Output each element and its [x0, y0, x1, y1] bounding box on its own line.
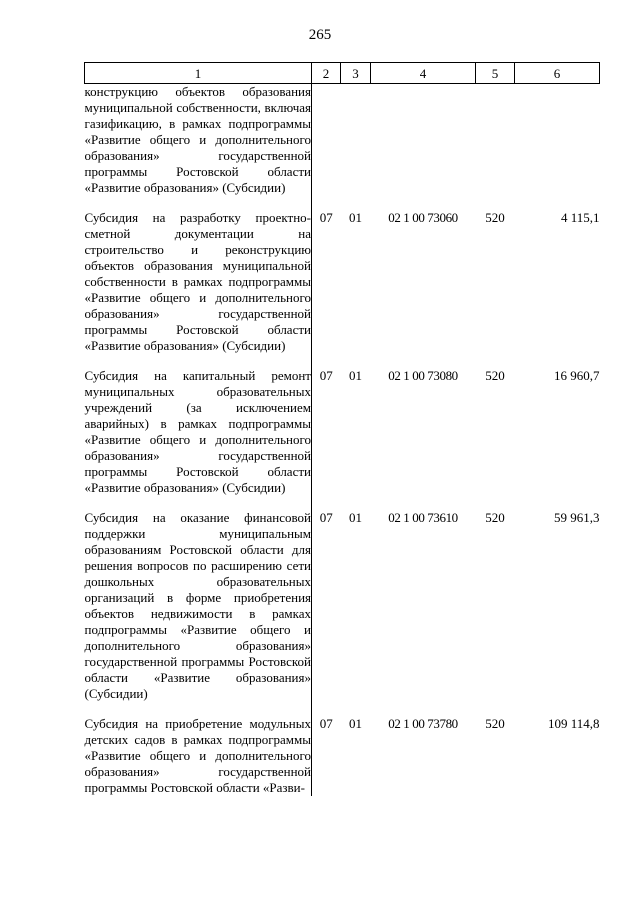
- row-description: Субсидия на оказание финансовой поддержки муниципальным образованиям Ростовской области для решения вопросов по расширению сети дошкольных образовательных организаций в форме приобретения объектов недвижимости в рамках подпрограммы «Развитие общего и дополнительного образования» государственной программы Ростовской области «Развитие образования» (Субсидии): [85, 510, 312, 716]
- row-subsection: 01: [349, 368, 362, 383]
- row-subsection: 01: [349, 210, 362, 225]
- row-amount: [515, 84, 600, 211]
- table-row: [85, 84, 600, 211]
- row-section: 07: [319, 716, 333, 731]
- row-description: Субсидия на капитальный ремонт муниципальных образовательных учреждений (за исключением аварийных) в рамках подпрограммы «Развитие общего и дополнительного образования» государственной программы Ростовской области «Развитие образования» (Субсидии): [85, 368, 312, 510]
- row-description: Субсидия на разработку проектно-сметной документации на строительство и реконструкцию объектов образования муниципальной собственности в рамках подпрограммы «Развитие общего и дополнительного образования» государственной программы Ростовской области «Развитие образования» (Субсидии): [85, 210, 312, 368]
- column-header-amount: 6: [515, 63, 600, 84]
- table-row: [85, 510, 600, 716]
- row-section: 07: [319, 368, 333, 383]
- row-subsection: 01: [349, 510, 362, 525]
- row-expense-type: 520: [485, 210, 505, 225]
- row-target-article: 02 1 00 73610: [388, 510, 458, 525]
- row-amount: 16 960,7: [554, 368, 600, 383]
- row-amount: 4 115,1: [560, 210, 600, 225]
- row-description: Субсидия на приобретение модульных детских садов в рамках подпрограммы «Развитие общего и дополнительного образования» государственной программы Ростовской области «Разви-: [84, 716, 311, 795]
- column-header-section: 2: [312, 63, 341, 84]
- row-expense-type: [476, 84, 515, 211]
- row-section: 07: [319, 510, 333, 525]
- column-header-target-article: 4: [371, 63, 476, 84]
- page-number: 265: [308, 27, 332, 43]
- row-target-article: 02 1 00 73780: [388, 716, 458, 731]
- row-expense-type: 520: [485, 510, 505, 525]
- column-header-description: 1: [85, 63, 312, 84]
- budget-table: [84, 62, 600, 796]
- table-row: [85, 716, 600, 796]
- row-description: конструкцию объектов образования муниципальной собственности, включая газификацию, в рамках подпрограммы «Развитие общего и дополнительного образования» государственной программы Ростовской области «Развитие образования» (Субсидии): [85, 84, 312, 211]
- row-target-article: 02 1 00 73080: [388, 368, 458, 383]
- row-target-article: [371, 84, 476, 211]
- table-header-row: [85, 63, 600, 84]
- table-row: [85, 368, 600, 510]
- table-row: [85, 210, 600, 368]
- row-section: [312, 84, 341, 211]
- row-subsection: 01: [349, 716, 362, 731]
- row-section: 07: [319, 210, 333, 225]
- column-header-subsection: 3: [341, 63, 371, 84]
- row-expense-type: 520: [485, 716, 505, 731]
- row-target-article: 02 1 00 73060: [388, 210, 458, 225]
- row-subsection: [341, 84, 371, 211]
- row-expense-type: 520: [485, 368, 505, 383]
- row-amount: 59 961,3: [554, 510, 600, 525]
- column-header-expense-type: 5: [476, 63, 515, 84]
- row-amount: 109 114,8: [547, 716, 600, 731]
